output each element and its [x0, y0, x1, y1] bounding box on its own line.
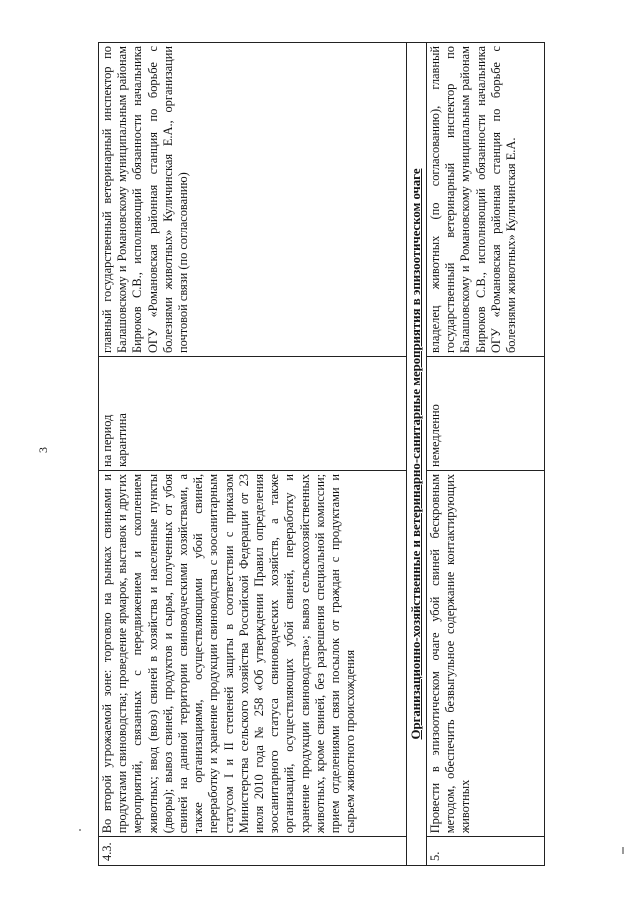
action-cell: Во второй угрожаемой зоне: торговлю на рынках свиньями и продуктами свиноводства; проведение ярмарок, выставок и других мероприятий, связанных с передвижением и скоплением животных; ввод (ввоз) свиней в хозяйства и населенные пункты (дворы); вывоз свиней, продуктов и сырья, полученных от убоя свиней на данной территории свиноводческими хозяйствами, а также организациями, осуществляющими убой свиней, переработку и хранение продукции свиноводства с зоосанитарным статусом I и II степеней защиты в соответствии с приказом Министерства сельского хозяйства Российской Федерации от 23 июля 2010 года № 258 «Об утверждении Правил определения зоосанитарного статуса свиноводческих хозяйств, а также организаций, осуществляющих убой свиней, переработку и хранение продукции свиноводства»; вывоз сельскохозяйственных животных, кроме свиней, без разрешения специальной комиссии; прием отделениями связи посылок от граждан с продуктами и сырьем животного происхождения	[99, 470, 407, 836]
section-header-row	[407, 43, 427, 866]
row-number-cell: 5.	[427, 837, 545, 866]
action-cell: Провести в эпизоотическом очаге убой свиней бескровным методом, обеспечить безвыгульное содержание контактирующих животных	[427, 470, 545, 836]
term-cell: на период карантина	[99, 357, 407, 471]
row-number-cell: 4.3.	[99, 837, 407, 866]
responsible-cell: владелец животных (по согласованию), главный государственный ветеринарный инспектор по Балашовскому и Романовскому муниципальным районам Бирюков С.В., исполняющий обязанности начальника ОГУ «Романовская районная станция по борьбе с болезнями животных» Куличинская Е.А.	[427, 43, 545, 357]
scan-speck	[622, 847, 624, 854]
measures-table	[98, 42, 545, 866]
rotated-document-sheet	[98, 42, 560, 866]
responsible-cell: главный государственный ветеринарный инспектор по Балашовскому и Романовскому муниципальным районам Бирюков С.В., исполняющий обязанности начальника ОГУ «Романовская районная станция по борьбе с болезнями животных» Куличинская Е.А., организации почтовой связи (по согласованию)	[99, 43, 407, 357]
page-number: 3	[36, 447, 50, 453]
section-title: Организационно-хозяйственные и ветеринарно-санитарные мероприятия в эпизоотическом очаге	[407, 43, 427, 866]
term-cell: немедленно	[427, 357, 545, 471]
scan-speck	[79, 829, 81, 831]
table-row	[427, 43, 545, 866]
table-row	[99, 43, 407, 866]
